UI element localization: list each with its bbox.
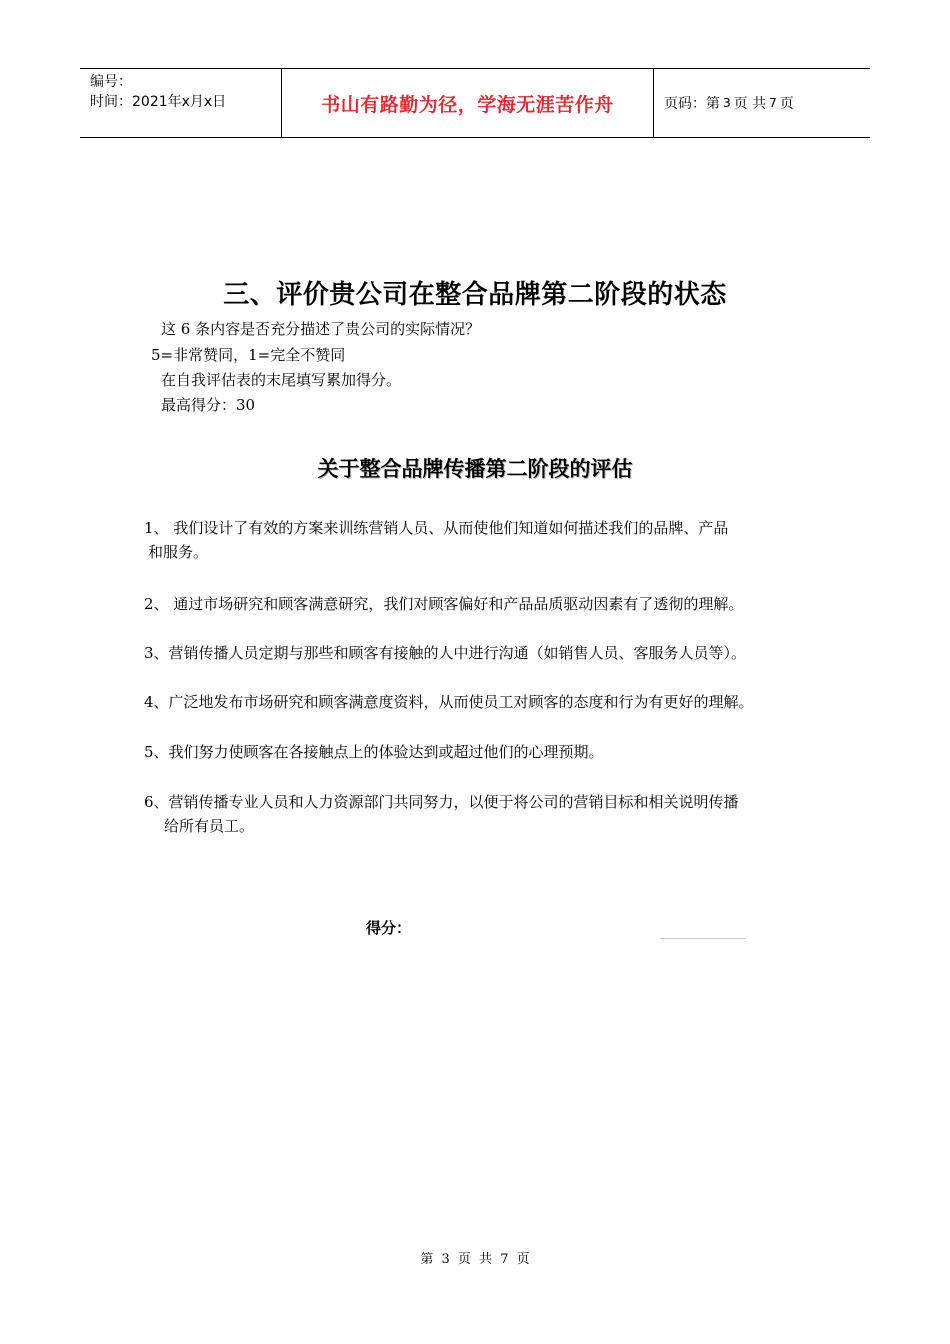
item-text-continued: 和服务。 — [148, 543, 209, 561]
list-item — [144, 592, 743, 616]
page-suffix: 页 — [779, 96, 794, 112]
list-item — [144, 740, 604, 764]
section-title: 三、评价贵公司在整合品牌第二阶段的状态 — [223, 280, 727, 310]
assessment-title: 关于整合品牌传播第二阶段的评估 — [317, 457, 633, 481]
intro-line: 最高得分：30 — [161, 396, 256, 414]
header-meta — [80, 69, 281, 137]
page-mid: 页 共 — [733, 96, 767, 112]
intro-line: 这 6 条内容是否充分描述了贵公司的实际情况？ — [161, 320, 481, 338]
document-number-label: 编号： — [90, 74, 132, 90]
list-item — [144, 641, 746, 665]
page-prefix: 页码：第 — [664, 96, 720, 112]
item-text: 3、营销传播人员定期与那些和顾客有接触的人中进行沟通（如销售人员、客服务人员等）。 — [144, 644, 747, 662]
page-footer: 第 3 页 共 7 页 — [420, 1252, 530, 1267]
item-text: 4、广泛地发布市场研究和顾客满意度资料，从而使员工对顾客的态度和行为有更好的理解。 — [144, 693, 754, 711]
item-text-continued: 给所有员工。 — [164, 817, 255, 835]
header-table — [80, 68, 870, 138]
document-time-label: 时间：2021年x月x日 — [90, 94, 227, 110]
item-text: 6、营销传播专业人员和人力资源部门共同努力，以便于将公司的营销目标和相关说明传播 — [144, 793, 739, 811]
score-label: 得分： — [366, 919, 412, 937]
item-text: 2、 通过市场研究和顾客满意研究，我们对顾客偏好和产品品质驱动因素有了透彻的理解。 — [144, 595, 744, 613]
intro-line: 5=非常赞同，1=完全不赞同 — [151, 346, 346, 364]
list-item — [144, 516, 728, 564]
score-input-line[interactable] — [660, 938, 746, 939]
list-item — [144, 690, 754, 714]
item-text: 1、 我们设计了有效的方案来训练营销人员、从而使他们知道如何描述我们的品牌、产品 — [144, 519, 729, 537]
list-item — [144, 790, 739, 838]
intro-line: 在自我评估表的末尾填写累加得分。 — [161, 371, 402, 389]
header-motto: 书山有路勤为径，学海无涯苦作舟 — [281, 69, 654, 137]
header-page-info — [654, 69, 870, 137]
item-text: 5、我们努力使顾客在各接触点上的体验达到或超过他们的心理预期。 — [144, 743, 604, 761]
page-total: 7 — [769, 96, 777, 110]
page-current: 3 — [723, 96, 731, 110]
